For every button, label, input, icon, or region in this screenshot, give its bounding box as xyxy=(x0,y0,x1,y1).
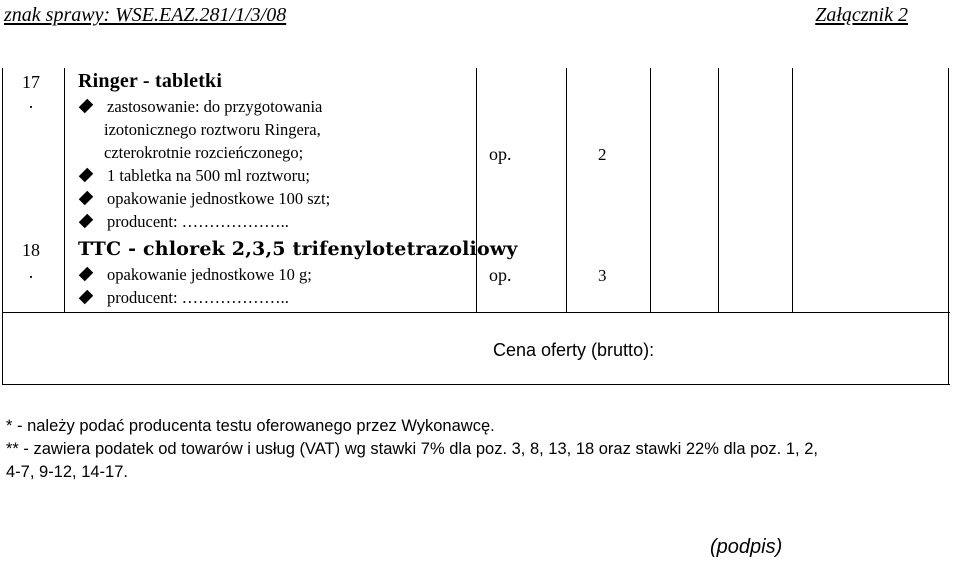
item-number: 18 xyxy=(22,240,40,260)
offer-total-label: Cena oferty (brutto): xyxy=(493,340,655,360)
footnote: ** - zawiera podatek od towarów i usług (VAT) wg stawki 7% dla poz. 3, 8, 13, 18 oraz stawki 22% dla poz. 1, 2, xyxy=(6,440,818,458)
list-item-continuation: czterokrotnie rozcieńczonego; xyxy=(104,143,304,162)
diamond-bullet-icon xyxy=(79,191,93,205)
item-number-dot: . xyxy=(28,92,34,112)
diamond-bullet-icon xyxy=(79,168,93,182)
list-item: opakowanie jednostkowe 10 g; xyxy=(78,264,312,286)
unit-cell: op. xyxy=(489,144,512,164)
list-item-continuation: izotonicznego roztworu Ringera, xyxy=(104,120,321,139)
list-item: producent: ……………….. xyxy=(78,287,289,309)
attachment-label: Załącznik 2 xyxy=(815,4,908,26)
list-item: producent: ……………….. xyxy=(78,211,289,233)
unit-cell: op. xyxy=(489,265,512,285)
item-number: 17 xyxy=(22,72,40,92)
diamond-bullet-icon xyxy=(79,99,93,113)
case-reference: znak sprawy: WSE.EAZ.281/1/3/08 xyxy=(4,4,287,26)
footnote: * - należy podać producenta testu oferowanego przez Wykonawcę. xyxy=(6,417,495,435)
list-item: zastosowanie: do przygotowania xyxy=(78,96,322,118)
list-item: opakowanie jednostkowe 100 szt; xyxy=(78,188,330,210)
item-number-dot: . xyxy=(28,262,34,282)
quantity-cell: 2 xyxy=(598,145,607,164)
footnote: 4-7, 9-12, 14-17. xyxy=(6,463,128,481)
item-title: Ringer - tabletki xyxy=(78,70,223,92)
diamond-bullet-icon xyxy=(79,214,93,228)
signature-label: (podpis) xyxy=(710,536,783,558)
diamond-bullet-icon xyxy=(79,290,93,304)
item-title: TTC - chlorek 2,3,5 trifenylotetrazoliowy xyxy=(78,238,518,260)
list-item: 1 tabletka na 500 ml roztworu; xyxy=(78,165,310,187)
diamond-bullet-icon xyxy=(79,267,93,281)
quantity-cell: 3 xyxy=(598,266,607,285)
